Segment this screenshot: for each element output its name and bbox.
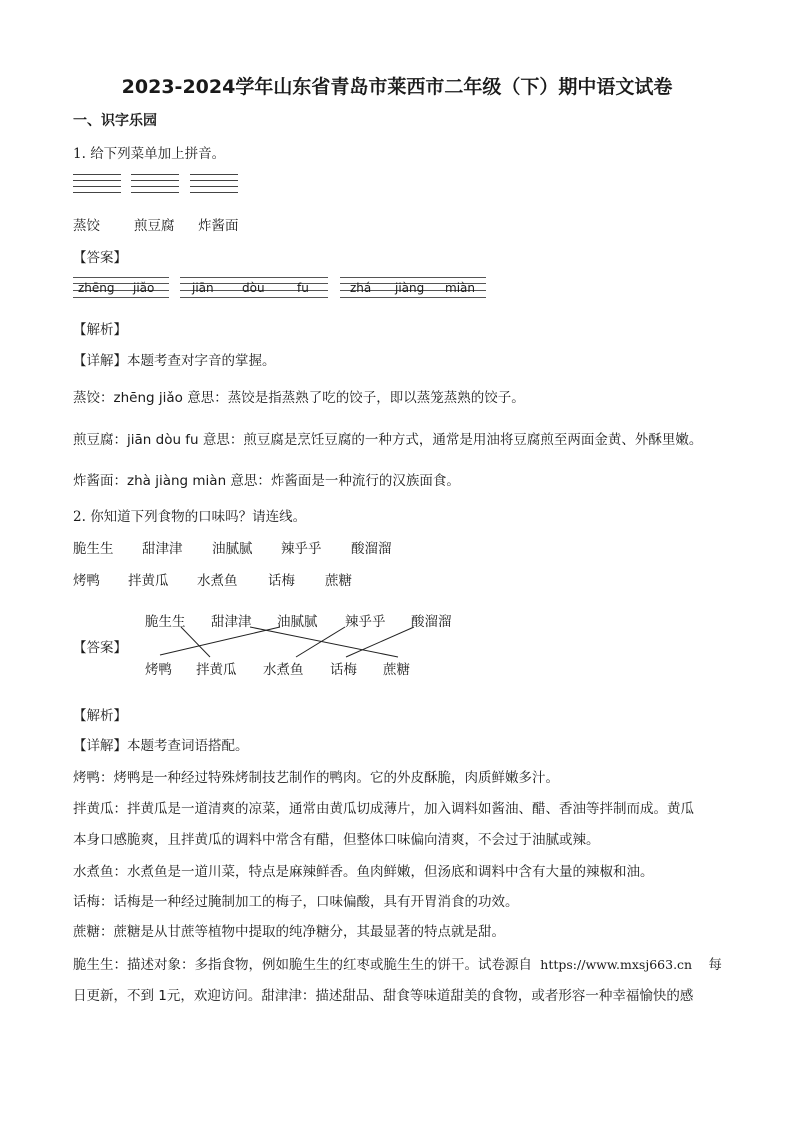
paragraph-line: 蔗糖：蔗糖是从甘蔗等植物中提取的纯净糖分，其最显著的特点就是甜。 [73, 924, 505, 940]
taste-word: 油腻腻 [212, 541, 253, 557]
diagram-top-word: 甜津津 [211, 614, 252, 630]
paragraph-line [73, 953, 722, 973]
paragraph-line: 水煮鱼：水煮鱼是一道川菜，特点是麻辣鲜香。鱼肉鲜嫩，但汤底和调料中含有大量的辣椒和油。 [73, 864, 654, 880]
pinyin-syllable: jiān [192, 281, 214, 295]
question-number: 2. [73, 509, 86, 525]
answer-label: 【答案】 [73, 640, 127, 656]
paragraph-line: 烤鸭：烤鸭是一种经过特殊烤制技艺制作的鸭肉。它的外皮酥脆，肉质鲜嫩多汁。 [73, 770, 559, 786]
match-line [160, 627, 280, 655]
diagram-bottom-word: 话梅 [330, 662, 357, 678]
pinyin-syllable: jiàng [395, 281, 425, 295]
detail-label: 【详解】 [73, 353, 127, 369]
explanation-3: 炸酱面：zhà jiàng miàn 意思：炸酱面是一种流行的汉族面食。 [73, 473, 460, 489]
paragraph-line: 拌黄瓜：拌黄瓜是一道清爽的凉菜，通常由黄瓜切成薄片，加入调料如酱油、醋、香油等拌制而成。黄瓜 [73, 801, 694, 817]
diagram-bottom-word: 水煮鱼 [263, 662, 304, 678]
diagram-top-word: 酸溜溜 [411, 614, 452, 630]
page-title: 2023-2024学年山东省青岛市莱西市二年级（下）期中语文试卷 [121, 76, 673, 98]
question-number: 1. [73, 146, 86, 162]
pinyin-syllable: fu [297, 281, 309, 295]
analysis-label: 【解析】 [73, 322, 127, 338]
word-1: 蒸饺 [73, 218, 100, 234]
explanation-2: 煎豆腐：jiān dòu fu 意思：煎豆腐是烹饪豆腐的一种方式，通常是用油将豆腐煎至两面金黄、外酥里嫩。 [73, 432, 703, 448]
word-2: 煎豆腐 [134, 218, 175, 234]
taste-word: 辣乎乎 [281, 541, 322, 557]
detail-label: 【详解】 [73, 738, 127, 754]
diagram-bottom-word: 蔗糖 [383, 662, 410, 678]
match-line [346, 627, 414, 657]
question-text: 你知道下列食物的口味吗？请连线。 [90, 509, 307, 525]
analysis-label: 【解析】 [73, 708, 127, 724]
answer-label: 【答案】 [73, 250, 127, 266]
paragraph-line: 话梅：话梅是一种经过腌制加工的梅子，口味偏酸，具有开胃消食的功效。 [73, 894, 519, 910]
match-line [181, 627, 210, 657]
pinyin-syllable: dòu [242, 281, 265, 295]
diagram-bottom-word: 烤鸭 [145, 662, 172, 678]
paragraph-line: 本身口感脆爽，且拌黄瓜的调料中常含有醋，但整体口味偏向清爽，不会过于油腻或辣。 [73, 832, 600, 848]
pinyin-syllable: miàn [445, 281, 475, 295]
paragraph-line: 日更新，不到 1元，欢迎访问。甜津津：描述甜品、甜食等味道甜美的食物，或者形容一种幸福愉快的感 [73, 988, 694, 1004]
taste-word: 酸溜溜 [351, 541, 392, 557]
paragraph-text: 每 [708, 957, 722, 973]
diagram-top-word: 油腻腻 [277, 614, 318, 630]
pinyin-syllable: zhá [350, 281, 372, 295]
diagram-top-word: 脆生生 [145, 614, 186, 630]
food-word: 水煮鱼 [197, 573, 238, 589]
match-line [296, 627, 345, 657]
detail-text: 本题考查词语搭配。 [127, 738, 249, 754]
food-word: 蔗糖 [325, 573, 352, 589]
pinyin-syllable: jiǎo [133, 281, 155, 295]
question-text: 给下列菜单加上拼音。 [90, 146, 226, 162]
match-line [250, 627, 398, 657]
diagram-bottom-word: 拌黄瓜 [196, 662, 237, 678]
diagram-top-word: 辣乎乎 [345, 614, 386, 630]
taste-word: 甜津津 [142, 541, 183, 557]
detail-text: 本题考查对字音的掌握。 [127, 353, 276, 369]
word-3: 炸酱面 [198, 218, 239, 234]
food-word: 拌黄瓜 [128, 573, 169, 589]
taste-word: 脆生生 [73, 541, 114, 557]
detail-line [73, 734, 249, 754]
food-word: 烤鸭 [73, 573, 100, 589]
paragraph-text: 脆生生：描述对象：多指食物，例如脆生生的红枣或脆生生的饼干。试卷源自 [73, 957, 532, 973]
section-heading: 一、识字乐园 [73, 113, 157, 129]
source-url[interactable]: https://www.mxsj663.cn [540, 957, 693, 972]
explanation-1: 蒸饺：zhēng jiǎo 意思：蒸饺是指蒸熟了吃的饺子，即以蒸笼蒸熟的饺子。 [73, 390, 525, 406]
pinyin-syllable: zhēng [78, 281, 115, 295]
food-word: 话梅 [268, 573, 295, 589]
